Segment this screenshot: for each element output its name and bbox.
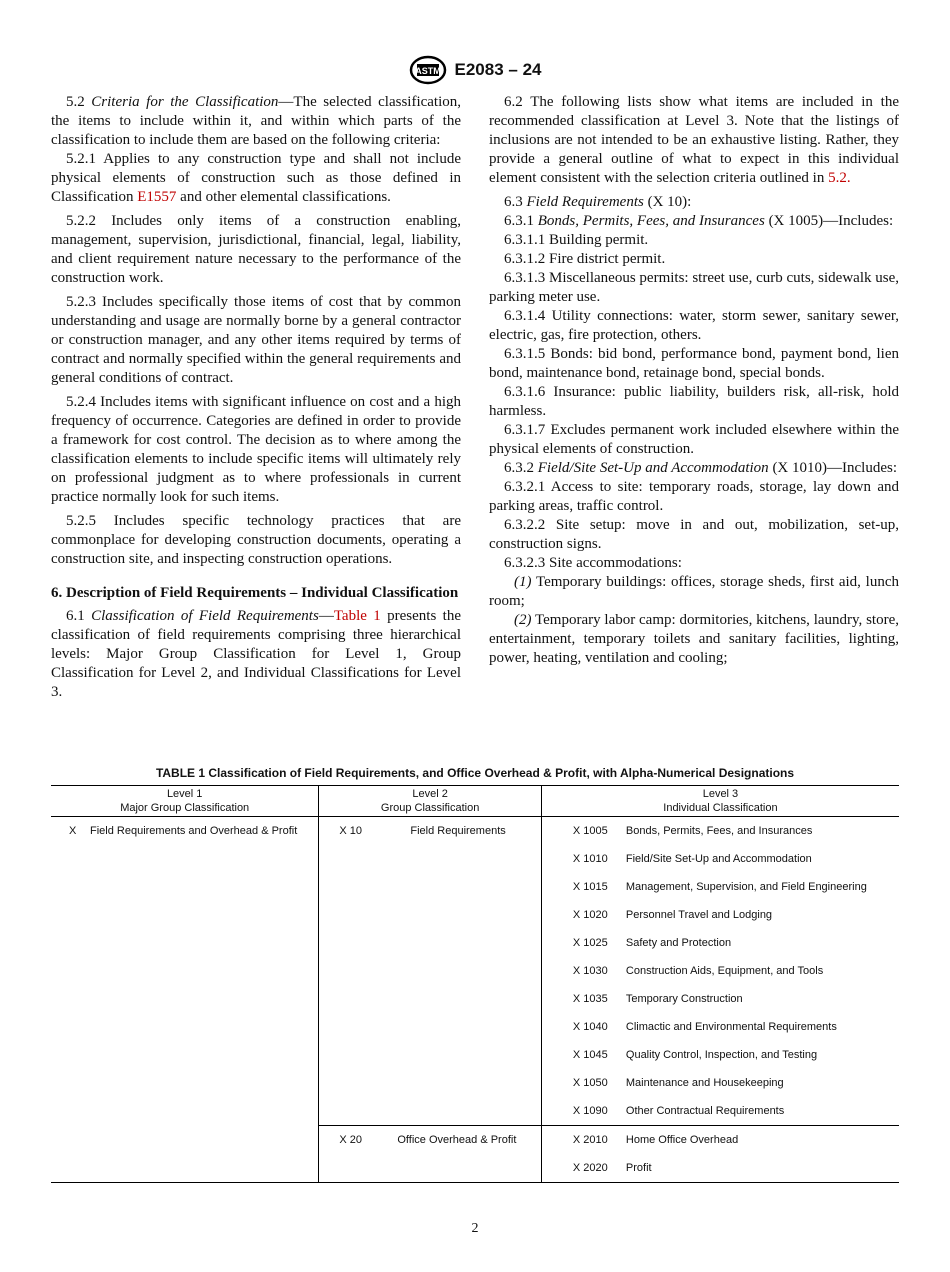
level-3-name: Home Office Overhead [625,1134,739,1146]
classification-table [51,785,899,1183]
section-6-heading: 6. Description of Field Requirements – Individual Classification [51,585,459,601]
designation: E2083 – 24 [454,60,542,79]
table-row [51,1097,899,1126]
level-2-code: X 20 [339,1134,363,1146]
header-level-1: Level 1 Major Group Classification [51,786,319,817]
table-row [51,1126,899,1155]
level-3-name: Climactic and Environmental Requirements [625,1021,837,1033]
level-3-name: Quality Control, Inspection, and Testing [625,1049,818,1061]
table-header-row [51,786,899,817]
level-3-code: X 1005 [572,825,608,837]
paragraph-5-2-4: 5.2.4 Includes items with significant influence on cost and a high frequency of occurrence. Categories are defined in order to provide a framework for cost control. The decision as to where among the classification elements to include specific items will ultimately rely on professional judgment as to where professionals in current practice normally look for such items. [51,394,461,505]
table-row [51,957,899,985]
level-3-code: X 1040 [572,1021,608,1033]
section-5-2-link[interactable]: 5.2. [828,170,851,186]
astm-logo-icon [409,55,447,85]
level-3-name: Management, Supervision, and Field Engineering [625,881,867,893]
table-row [51,1013,899,1041]
table-row [51,985,899,1013]
level-3-code: X 1045 [572,1049,608,1061]
level-3-code: X 1050 [572,1077,608,1089]
page-number: 2 [471,1221,479,1236]
paragraph-5-2-3: 5.2.3 Includes specifically those items of cost that by common understanding and usage are normally borne by a general contractor or construction manager, and any other items required by terms of contract and normally specified within the general requirements and general conditions of contract. [51,294,461,386]
e1557-link[interactable]: E1557 [137,189,177,205]
svg-text:ASTM: ASTM [414,66,441,76]
paragraph-6-3-1: 6.3.1 Bonds, Permits, Fees, and Insurances (X 1005)—Includes: [504,213,894,229]
paragraph-6-3-1-7: 6.3.1.7 Excludes permanent work included elsewhere within the physical elements of construction. [489,422,899,457]
paragraph-5-2-1: 5.2.1 Applies to any construction type and shall not include physical elements of construction such as those defined in Classification E1557 and other elemental classifications. [51,151,461,205]
table-caption: TABLE 1 Classification of Field Requirements, and Office Overhead & Profit, with Alpha-Numerical Designations [155,766,795,780]
level-3-name: Safety and Protection [625,937,732,949]
level-3-code: X 1010 [572,853,608,865]
list-item-1: (1) Temporary buildings: offices, storage sheds, first aid, lunch room; [489,574,899,609]
paragraph-6-3-1-3: 6.3.1.3 Miscellaneous permits: street use, curb cuts, sidewalk use, parking meter use. [489,270,899,305]
level-1-code: X [69,825,77,837]
paragraph-6-1: 6.1 Classification of Field Requirements—Table 1 presents the classification of field requirements comprising three hierarchical levels: Major Group Classification for Level 1, Group Classification for Level 2, and Individual Classifications for Level 3. [51,608,461,700]
paragraph-6-3-2: 6.3.2 Field/Site Set-Up and Accommodation (X 1010)—Includes: [504,460,897,476]
paragraph-6-3-2-2: 6.3.2.2 Site setup: move in and out, mobilization, set-up, construction signs. [489,517,899,552]
level-3-code: X 1030 [572,965,608,977]
level-3-name: Temporary Construction [625,993,743,1005]
page-header [0,55,950,85]
table-row [51,1154,899,1183]
level-2-code: X 10 [339,825,363,837]
table-1-link[interactable]: Table 1 [333,608,381,624]
paragraph-6-3-1-6: 6.3.1.6 Insurance: public liability, builders risk, all-risk, hold harmless. [489,384,899,419]
table-row [51,901,899,929]
level-2-name: Office Overhead & Profit [397,1134,517,1146]
table-row [51,873,899,901]
level-3-name: Maintenance and Housekeeping [625,1077,784,1089]
level-3-code: X 1015 [572,881,608,893]
paragraph-6-2: 6.2 The following lists show what items are included in the recommended classification at Level 3. Note that the listings of inclusions are not intended to be an exhaustive listing. Rather, they provide a general outline of what to expect in this individual element consistent with the selection criteria outlined in 5.2. [489,94,899,186]
level-3-name: Field/Site Set-Up and Accommodation [625,853,812,865]
table-row [51,817,899,846]
level-3-code: X 1020 [572,909,608,921]
level-2-name: Field Requirements [410,825,506,837]
paragraph-5-2: 5.2 Criteria for the Classification—The selected classification, the items to include within it, and within which parts of the classification to include them are based on the following criteria: [51,94,462,148]
level-3-name: Construction Aids, Equipment, and Tools [625,965,824,977]
paragraph-5-2-5: 5.2.5 Includes specific technology practices that are commonplace for developing construction documents, operating a construction site, and inspecting construction operations. [51,513,461,567]
left-column [51,93,461,702]
paragraph-6-3-2-1: 6.3.2.1 Access to site: temporary roads, storage, lay down and parking areas, traffic control. [489,479,899,514]
paragraph-5-2-2: 5.2.2 Includes only items of a construction enabling, management, supervision, jurisdictional, financial, legal, liability, and client requirement nature necessary to the performance of the construction work. [51,213,461,286]
table-row [51,1069,899,1097]
level-3-name: Other Contractual Requirements [625,1105,785,1117]
level-3-name: Bonds, Permits, Fees, and Insurances [625,825,813,837]
list-item-2: (2) Temporary labor camp: dormitories, kitchens, laundry, store, entertainment, temporary toilets and sanitary facilities, lighting, power, heating, ventilation and cooling; [489,612,899,666]
header-level-2: Level 2 Group Classification [319,786,542,817]
level-3-code: X 2020 [572,1162,608,1174]
table-row [51,1041,899,1069]
table-row [51,845,899,873]
paragraph-6-3-1-5: 6.3.1.5 Bonds: bid bond, performance bond, payment bond, lien bond, maintenance bond, retainage bond, special bonds. [489,346,899,381]
level-3-code: X 1090 [572,1105,608,1117]
paragraph-6-3-1-2: 6.3.1.2 Fire district permit. [504,251,666,267]
paragraph-6-3-1-4: 6.3.1.4 Utility connections: water, storm sewer, sanitary sewer, electric, gas, fire protection, others. [489,308,899,343]
level-1-name: Field Requirements and Overhead & Profit [90,825,298,837]
paragraph-6-3-1-1: 6.3.1.1 Building permit. [504,232,649,248]
paragraph-6-3: 6.3 Field Requirements (X 10): [504,194,692,210]
level-3-code: X 1025 [572,937,608,949]
right-column [489,93,899,668]
level-3-code: X 2010 [572,1134,608,1146]
header-level-3: Level 3 Individual Classification [541,786,899,817]
level-3-name: Profit [625,1162,652,1174]
level-3-name: Personnel Travel and Lodging [625,909,773,921]
table-row [51,929,899,957]
paragraph-6-3-2-3: 6.3.2.3 Site accommodations: [504,555,682,571]
level-3-code: X 1035 [572,993,608,1005]
